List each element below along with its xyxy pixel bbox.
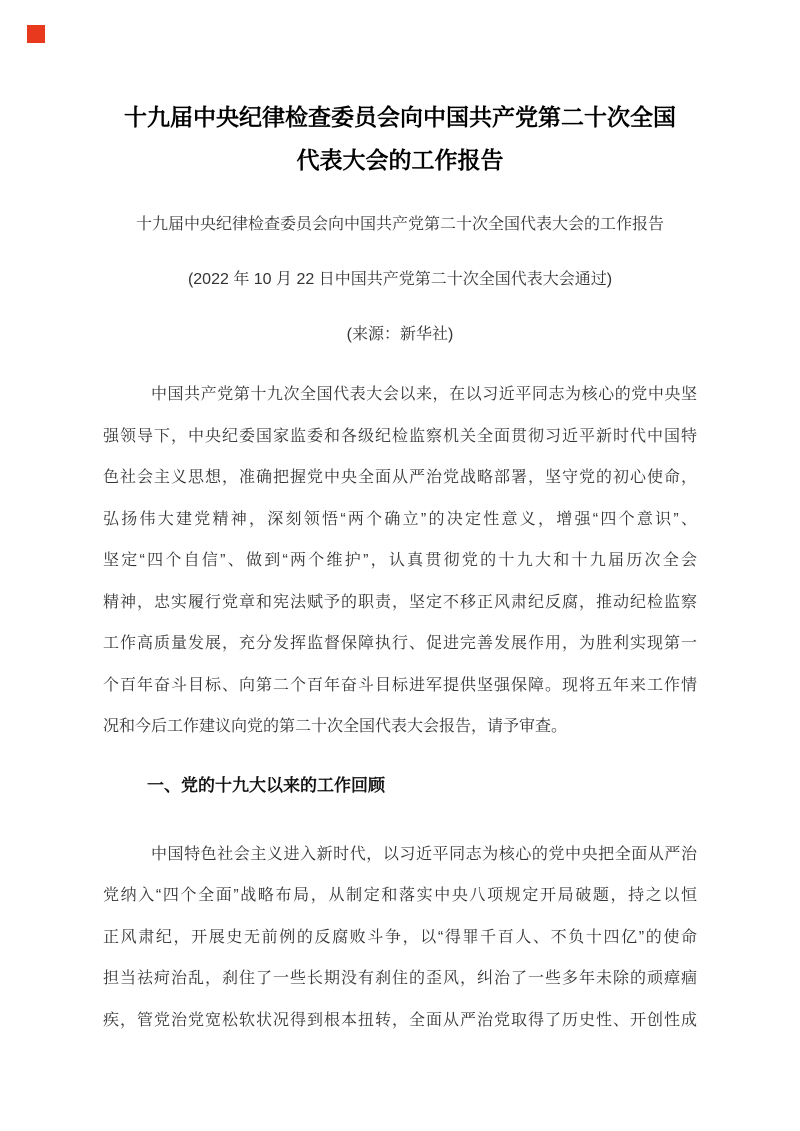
paragraph-line: 弘扬伟大建党精神，深刻领悟“两个确立”的决定性意义，增强“四个意识”、 <box>103 510 697 528</box>
paragraph-line: 担当祛疴治乱，刹住了一些长期没有刹住的歪风，纠治了一些多年未除的顽瘴痼 <box>103 970 697 987</box>
paragraph-1 <box>103 374 697 748</box>
paragraph-line: 疾，管党治党宽松软状况得到根本扭转，全面从严治党取得了历史性、开创性成 <box>103 1011 697 1029</box>
paragraph-line: 工作高质量发展，充分发挥监督保障执行、促进完善发展作用，为胜利实现第一 <box>103 635 697 652</box>
red-corner-marker <box>27 25 45 43</box>
paragraph-line: 中国共产党第十九次全国代表大会以来，在以习近平同志为核心的党中央坚 <box>151 386 697 403</box>
section-heading-1: 一、党的十九大以来的工作回顾 <box>147 775 385 795</box>
paragraph-line: 坚定“四个自信”、做到“两个维护”，认真贯彻党的十九大和十九届历次全会 <box>103 552 697 569</box>
approval-line: (2022 年 10 月 22 日中国共产党第二十次全国代表大会通过) <box>187 271 613 288</box>
document-title <box>103 0 697 182</box>
document-title-line-1: 十九届中央纪律检查委员会向中国共产党第二十次全国 <box>124 104 676 130</box>
paragraph-line: 个百年奋斗目标、向第二个百年奋斗目标进军提供坚强保障。现将五年来工作情 <box>103 676 697 694</box>
paragraph-line: 色社会主义思想，准确把握党中央全面从严治党战略部署，坚守党的初心使命， <box>103 469 697 486</box>
paragraph-line: 强领导下，中央纪委国家监委和各级纪检监察机关全面贯彻习近平新时代中国特 <box>103 427 697 445</box>
document-subtitle: 十九届中央纪律检查委员会向中国共产党第二十次全国代表大会的工作报告 <box>135 216 664 233</box>
source-line: (来源：新华社) <box>346 326 454 343</box>
paragraph-line: 况和今后工作建议向党的第二十次全国代表大会报告，请予审查。 <box>103 718 568 735</box>
paragraph-2 <box>103 834 697 1042</box>
document-title-line-2: 代表大会的工作报告 <box>296 147 504 173</box>
paragraph-line: 精神，忠实履行党章和宪法赋予的职责，坚定不移正风肃纪反腐，推动纪检监察 <box>103 593 697 611</box>
paragraph-line: 正风肃纪，开展史无前例的反腐败斗争，以“得罪千百人、不负十四亿”的使命 <box>103 928 697 946</box>
paragraph-line: 党纳入“四个全面”战略布局，从制定和落实中央八项规定开局破题，持之以恒 <box>103 887 697 904</box>
paragraph-line: 中国特色社会主义进入新时代，以习近平同志为核心的党中央把全面从严治 <box>151 845 697 863</box>
